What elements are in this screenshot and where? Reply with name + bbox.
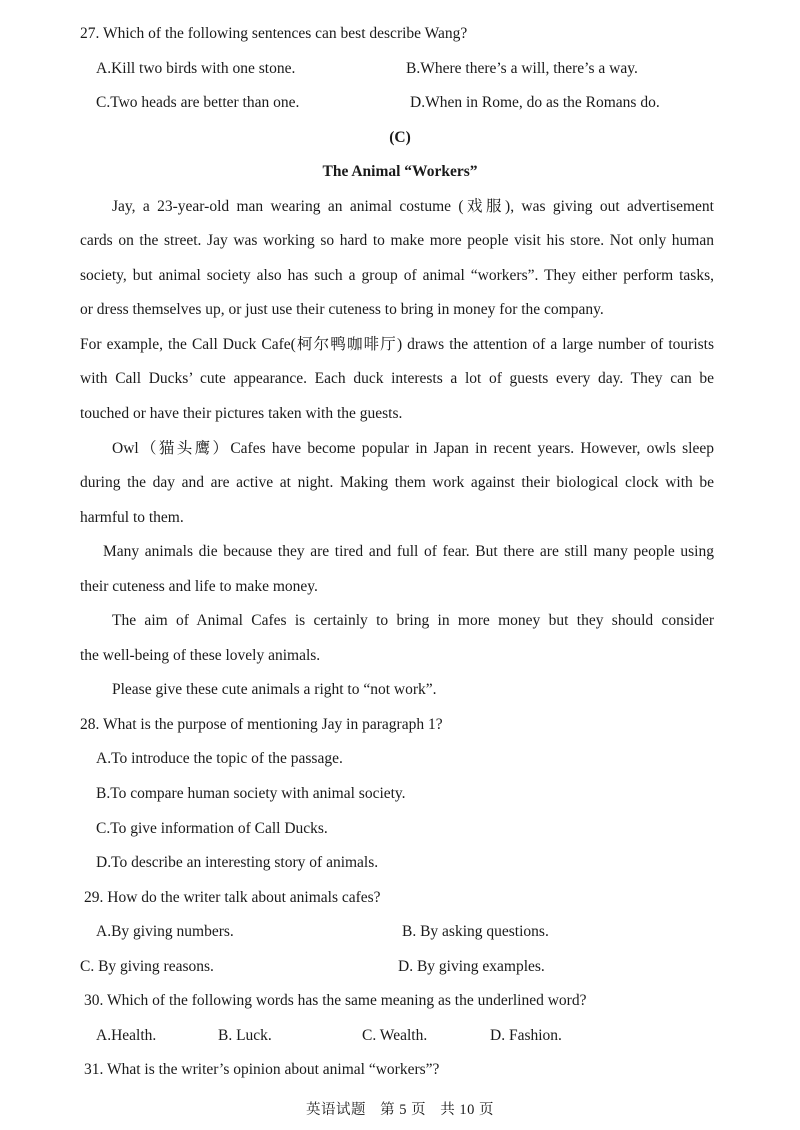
question-30-option-b: B. Luck. [218,1027,272,1044]
question-29-option-c: C. By giving reasons. [80,958,214,975]
passage-line-5: For example, the Call Duck Cafe(柯尔鸭咖啡厅) draws the attention of a large number of tourists [80,336,714,353]
passage-line-6: with Call Ducks’ cute appearance. Each duck interests a lot of guests every day. They can be [80,370,714,387]
passage-line-9: during the day and are active at night. Making them work against their biological clock with be [80,474,714,491]
question-29-option-a: A.By giving numbers. [96,923,234,940]
passage-line-15: Please give these cute animals a right to “not work”. [112,681,437,698]
footer-total-pages: 共 10 页 [440,1102,494,1118]
question-28-option-a: A.To introduce the topic of the passage. [96,750,343,767]
question-28-option-d: D.To describe an interesting story of animals. [96,854,379,871]
question-27-option-c: C.Two heads are better than one. [96,94,300,111]
question-27-option-b: B.Where there’s a will, there’s a way. [406,60,638,77]
question-28-stem: 28. What is the purpose of mentioning Jay in paragraph 1? [80,716,443,733]
section-label: (C) [389,129,411,146]
passage-line-1: Jay, a 23-year-old man wearing an animal costume (戏服), was giving out advertisement [112,198,714,215]
question-27-stem: 27. Which of the following sentences can best describe Wang? [80,25,468,42]
question-29-option-d: D. By giving examples. [398,958,545,975]
page-footer [0,1098,800,1119]
passage-title: The Animal “Workers” [322,163,478,180]
question-30-option-d: D. Fashion. [490,1027,562,1044]
passage-line-14: the well-being of these lovely animals. [80,647,321,664]
question-28-option-b: B.To compare human society with animal society. [96,785,406,802]
question-30-stem: 30. Which of the following words has the same meaning as the underlined word? [84,992,587,1009]
question-29-option-b: B. By asking questions. [402,923,549,940]
question-31-stem: 31. What is the writer’s opinion about animal “workers”? [84,1061,440,1078]
question-29-stem: 29. How do the writer talk about animals cafes? [84,889,381,906]
question-27-option-d: D.When in Rome, do as the Romans do. [410,94,660,111]
passage-line-3: society, but animal society also has such a group of animal “workers”. They either perform tasks, [80,267,714,284]
passage-line-12: their cuteness and life to make money. [80,578,318,595]
question-28-option-c: C.To give information of Call Ducks. [96,820,328,837]
footer-subject: 英语试题 [306,1102,366,1118]
passage-line-2: cards on the street. Jay was working so hard to make more people visit his store. Not only human [80,232,714,249]
passage-line-11: Many animals die because they are tired and full of fear. But there are still many people using [103,543,714,560]
question-30-option-a: A.Health. [96,1027,157,1044]
passage-line-7: touched or have their pictures taken with the guests. [80,405,403,422]
question-27-option-a: A.Kill two birds with one stone. [96,60,296,77]
question-30-option-c: C. Wealth. [362,1027,428,1044]
passage-line-4: or dress themselves up, or just use their cuteness to bring in money for the company. [80,301,604,318]
passage-line-10: harmful to them. [80,509,184,526]
passage-line-13: The aim of Animal Cafes is certainly to bring in more money but they should consider [112,612,714,629]
footer-page-number: 第 5 页 [380,1102,427,1118]
passage-line-8: Owl（猫头鹰）Cafes have become popular in Japan in recent years. However, owls sleep [112,440,714,457]
